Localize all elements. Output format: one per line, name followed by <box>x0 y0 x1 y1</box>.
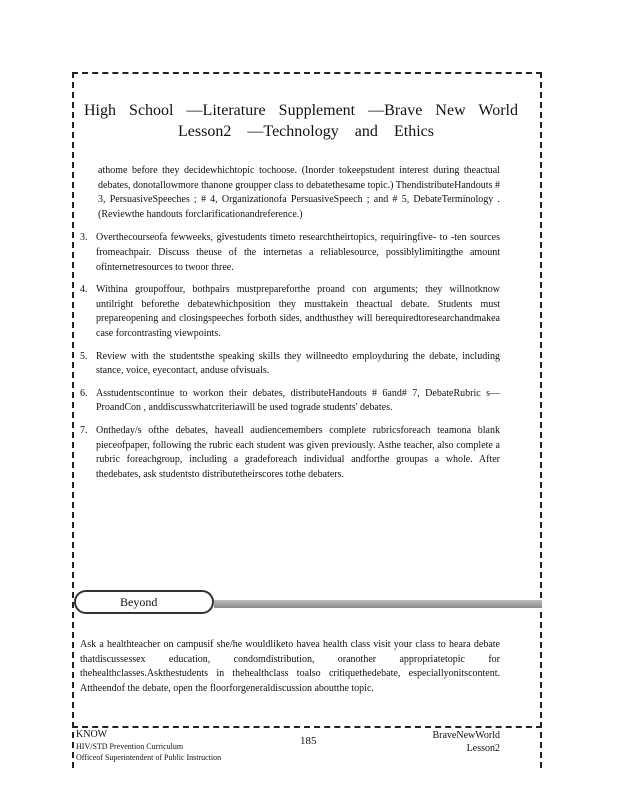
beyond-section-header <box>74 590 542 616</box>
list-item-3 <box>80 231 500 275</box>
footer-office: Officeof Superintendent of Public Instruction <box>76 753 222 762</box>
item-number: 4. <box>80 284 88 296</box>
lesson-content <box>80 164 500 490</box>
list-item-4 <box>80 283 500 341</box>
item-number: 5. <box>80 350 88 362</box>
intro-continuation: athome before they decidewhichtopic tochoose. (Inorder tokeepstudent interest during theactual debates, donotallowmore thanone groupper class to debatethesame topic.) ThendistributeHandouts # 3, PersuasiveSpeeches ; # 4, Organizationofa PersuasiveSpeech ; and # 5, DebateTerminology . (Reviewthe handouts forclarificationandreference.) <box>98 165 500 220</box>
item-text: Review with the studentsthe speaking skills they willneedto employduring the debate, including stance, voice, eyecontact, anduse ofvisuals. <box>96 350 500 377</box>
item-text: Asstudentscontinue to workon their debates, distributeHandouts # 6and# 7, DebateRubric s—ProandCon , anddiscusswhatcriteriawill be used tograde students' debates. <box>96 387 500 414</box>
item-text: Withina groupoffour, bothpairs mustprepareforthe proand con arguments; they willnotknow untilright beforethe debatewhichposition they musttakein theactual debate. Students must prepareopening and closingspeeches forboth sides, andthusthey will berequiredtoresearchandmakea case forcontrasting viewpoints. <box>96 284 500 339</box>
footer-divider <box>72 726 542 728</box>
list-item-5 <box>80 350 500 379</box>
footer-book-title: BraveNewWorld <box>432 730 500 741</box>
list-item-7 <box>80 424 500 482</box>
footer-curriculum: HIV/STD Prevention Curriculum <box>76 742 184 751</box>
item-text: Ontheday/s ofthe debates, haveall audiencemembers complete rubricsforeach teamona blank pieceofpaper, following the rubric each student was given previously. Asthe teacher, also complete a rubric foreachgroup, including a gradeforeach individual andforthe groupas a whole. After thedebates, ask studentsto distributetheirscores tothe debaters. <box>96 424 500 480</box>
item-number: 7. <box>80 424 88 436</box>
section-divider-bar <box>214 600 542 608</box>
title-line-1: High School —Literature Supplement —Brave New World <box>84 102 518 119</box>
list-item-6 <box>80 387 500 416</box>
title-line-2: Lesson2 —Technology and Ethics <box>178 123 434 140</box>
beyond-label: Beyond <box>74 590 214 614</box>
page-title <box>72 100 542 142</box>
item-text: Overthecourseofa fewweeks, givestudents timeto researchtheirtopics, requiringfive- to -ten sources fromeachpair. Discuss theuse of the internetas a reliablesource, possiblylimitingthe amount ofinternetresources to twoor three. <box>96 232 500 273</box>
footer-left <box>76 729 221 763</box>
page-number: 185 <box>300 735 317 747</box>
item-number: 6. <box>80 387 88 399</box>
item-number: 3. <box>80 232 88 244</box>
footer-program: KNOW <box>76 729 108 740</box>
footer-right <box>420 729 500 755</box>
footer-lesson: Lesson2 <box>466 743 500 754</box>
beyond-text: Ask a healthteacher on campusif she/he wouldliketo havea health class visit your class to heara debate thatdiscussessex education, condomdistribution, oranother appropriatetopic for thehealthclasses.Askthestudents in thehealthclass toalso critiquethedebate, especiallyonitscontent. Attheendof the debate, open the floorforgeneraldiscussion aboutthe topic. <box>80 639 500 694</box>
